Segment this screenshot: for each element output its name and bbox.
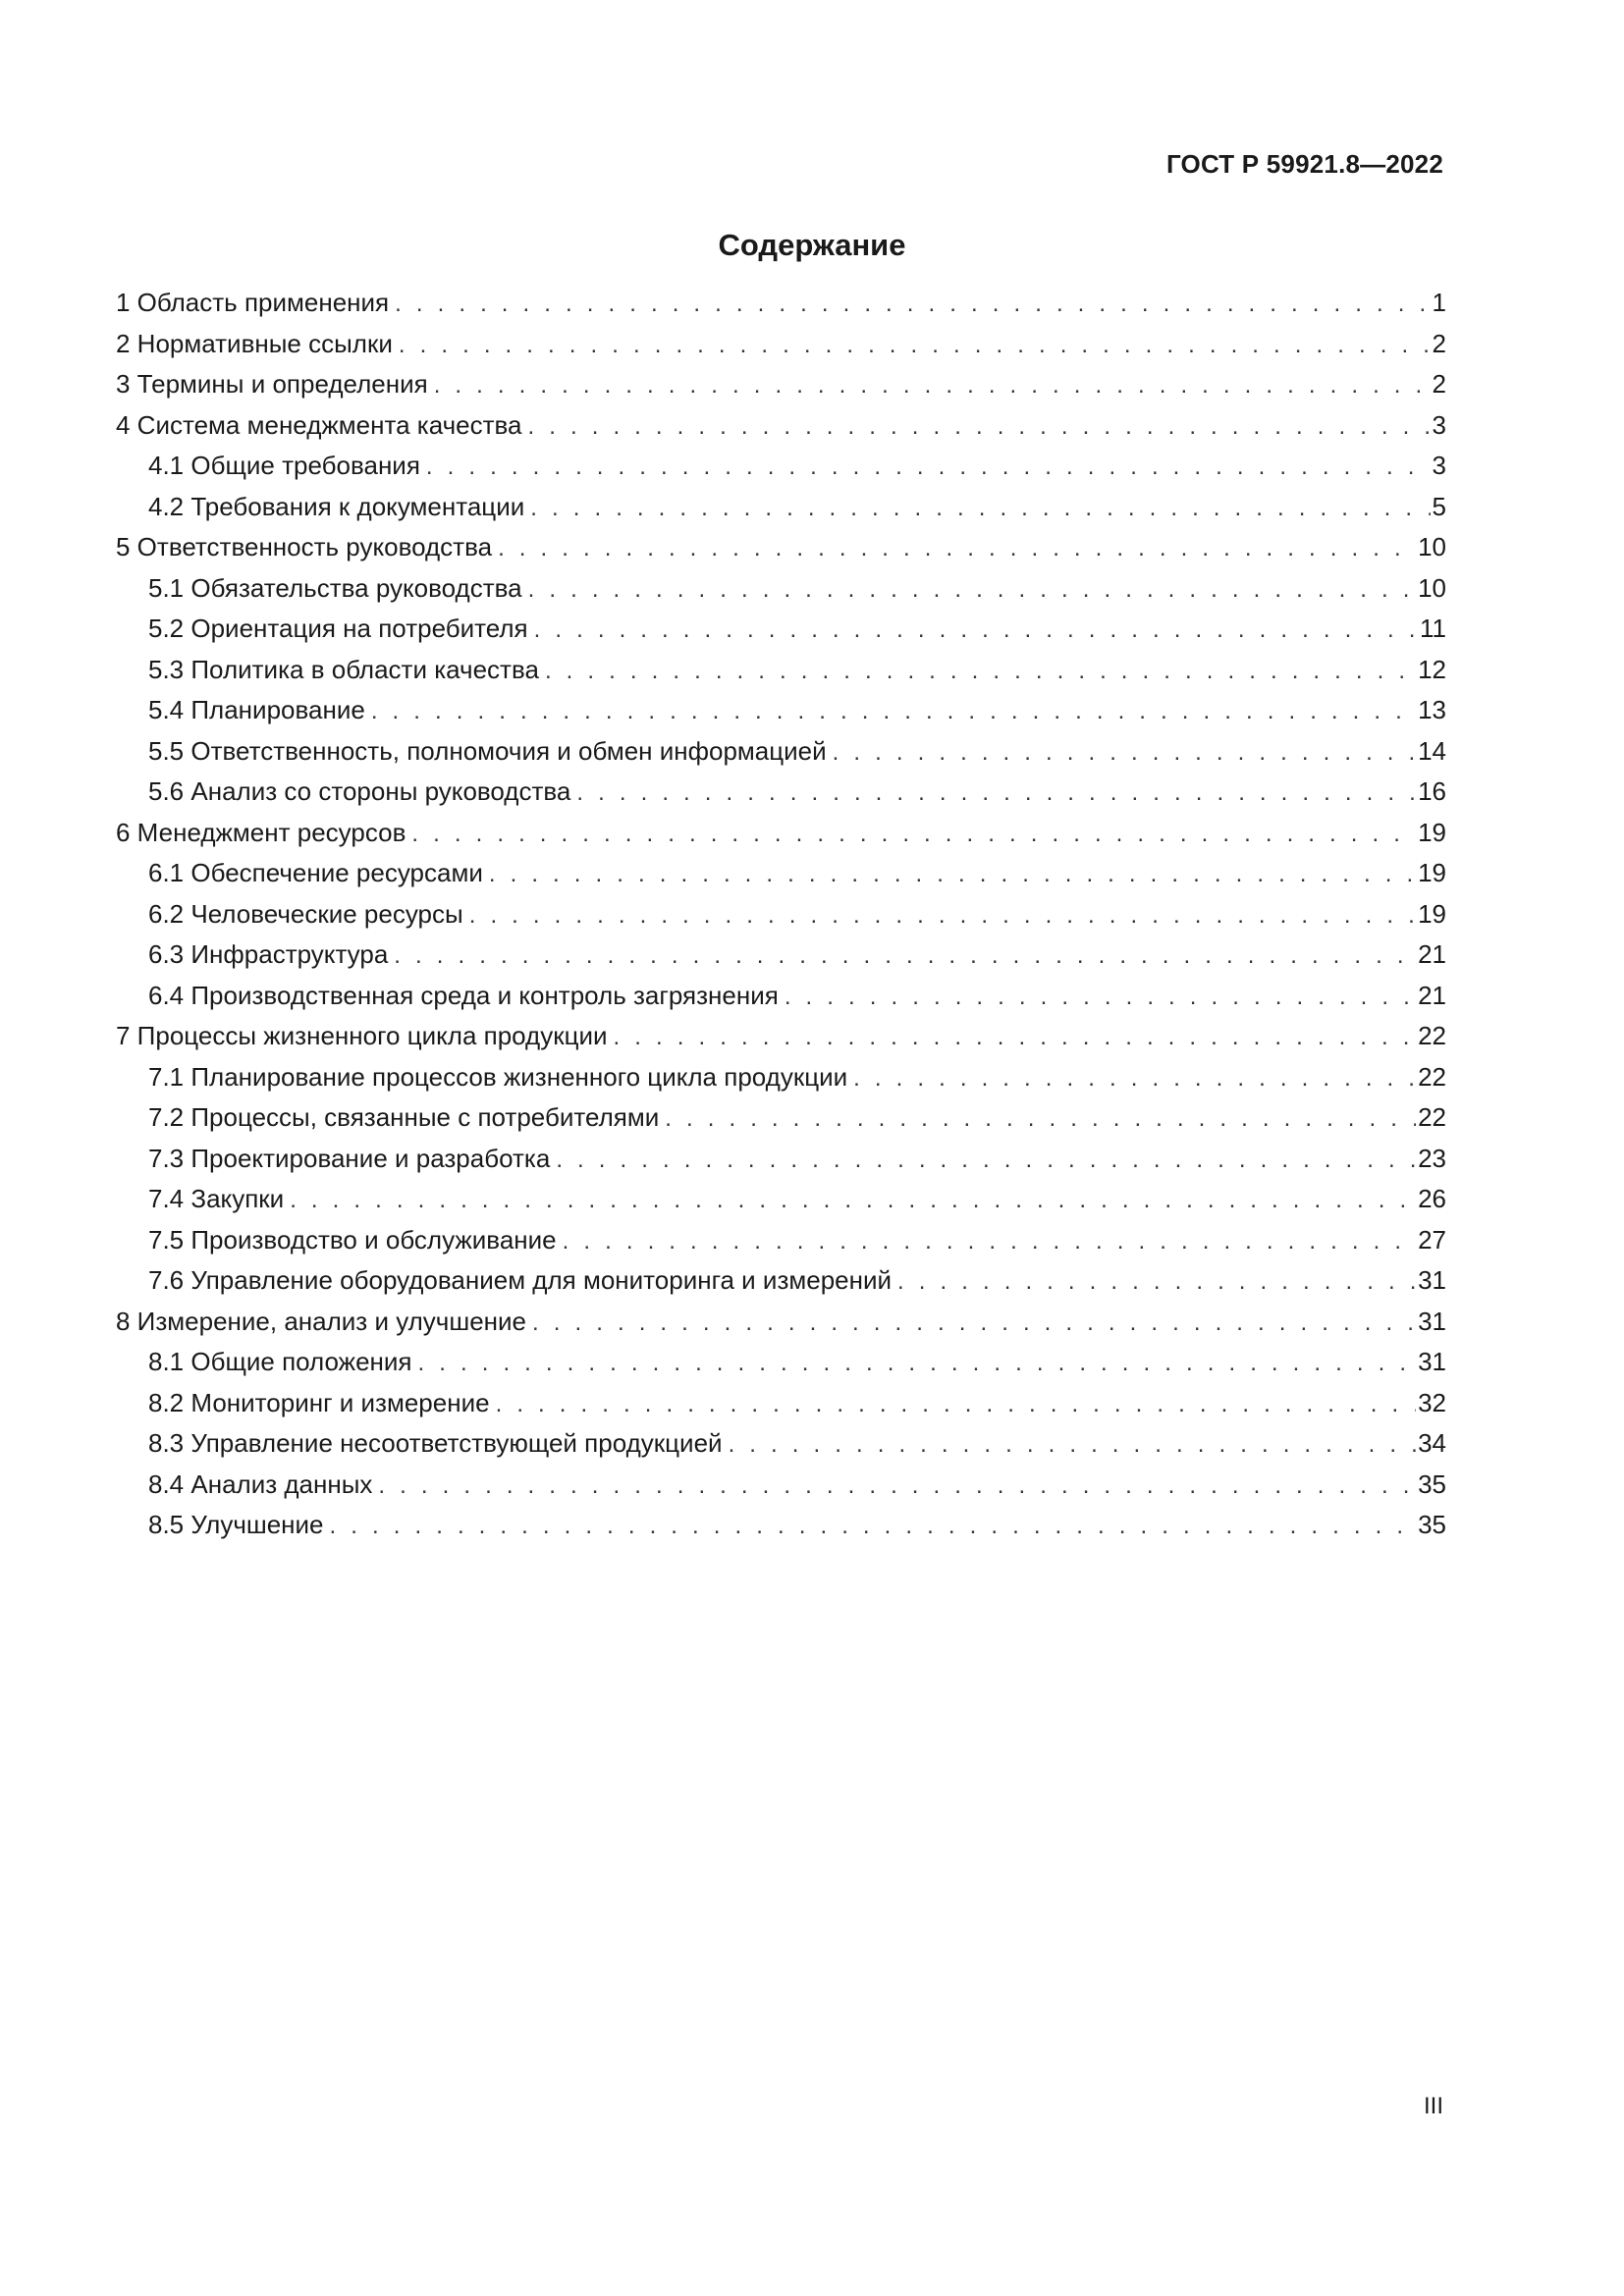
toc-entry[interactable] (116, 487, 1446, 528)
toc-entry-label: 7.4 Закупки (148, 1184, 285, 1213)
toc-entry[interactable] (116, 690, 1446, 731)
toc-entry-label: 6 Менеджмент ресурсов (116, 817, 406, 847)
dot-leader (614, 1017, 1417, 1058)
dot-leader (489, 854, 1416, 895)
dot-leader (530, 488, 1430, 529)
toc-entry-page: 19 (1418, 817, 1446, 847)
toc-entry[interactable] (116, 1383, 1446, 1424)
dot-leader (556, 1140, 1416, 1181)
toc-entry-label: 6.1 Обеспечение ресурсами (148, 858, 483, 887)
dot-leader (418, 1343, 1417, 1384)
toc-entry[interactable] (116, 1057, 1446, 1098)
toc-entry[interactable] (116, 1139, 1446, 1180)
toc-entry-label: 5 Ответственность руководства (116, 532, 493, 561)
toc-entry[interactable] (116, 609, 1446, 650)
dot-leader (545, 651, 1416, 692)
toc-entry[interactable] (116, 1302, 1446, 1343)
toc-entry[interactable] (116, 1423, 1446, 1465)
dot-leader (853, 1058, 1416, 1099)
toc-entry-page: 10 (1418, 532, 1446, 561)
toc-entry-page: 22 (1418, 1021, 1446, 1050)
toc-entry[interactable] (116, 1260, 1446, 1302)
toc-entry[interactable] (116, 568, 1446, 610)
toc-entry-label: 7.6 Управление оборудованием для мониторинга и измерений (148, 1265, 893, 1295)
toc-entry-page: 2 (1432, 328, 1446, 358)
toc-entry-label: 6.3 Инфраструктура (148, 939, 389, 969)
toc-entry[interactable] (116, 324, 1446, 365)
dot-leader (426, 447, 1431, 488)
toc-entry-label: 5.4 Планирование (148, 695, 365, 724)
dot-leader (576, 773, 1416, 814)
toc-entry[interactable] (116, 976, 1446, 1017)
toc-entry[interactable] (116, 731, 1446, 773)
toc-entry-label: 6.2 Человеческие ресурсы (148, 898, 463, 929)
dot-leader (665, 1098, 1416, 1140)
toc-entry[interactable] (116, 1097, 1446, 1139)
dot-leader (729, 1424, 1417, 1466)
toc-entry-page: 35 (1418, 1468, 1446, 1499)
toc-entry-label: 7.3 Проектирование и разработка (148, 1143, 551, 1173)
dot-leader (330, 1506, 1417, 1547)
dot-leader (371, 691, 1416, 732)
toc-entry-page: 31 (1418, 1306, 1446, 1336)
toc-entry-label: 7 Процессы жизненного цикла продукции (116, 1021, 608, 1050)
table-of-contents (116, 283, 1446, 1546)
toc-entry-page: 12 (1418, 654, 1446, 684)
toc-entry-label: 8.4 Анализ данных (148, 1468, 373, 1499)
toc-entry-label: 4 Система менеджмента качества (116, 409, 522, 440)
toc-entry[interactable] (116, 283, 1446, 324)
toc-entry[interactable] (116, 1342, 1446, 1383)
toc-entry-page: 21 (1418, 980, 1446, 1010)
toc-entry-page: 5 (1432, 491, 1446, 521)
toc-entry-label: 5.1 Обязательства руководства (148, 572, 522, 603)
toc-entry-label: 1 Область применения (116, 288, 390, 317)
toc-entry-label: 5.5 Ответственность, полномочия и обмен информацией (148, 735, 827, 766)
toc-entry[interactable] (116, 405, 1446, 447)
toc-entry[interactable] (116, 894, 1446, 935)
toc-entry-page: 13 (1418, 695, 1446, 724)
toc-entry[interactable] (116, 446, 1446, 487)
toc-entry-page: 14 (1418, 735, 1446, 766)
toc-entry[interactable] (116, 1179, 1446, 1220)
toc-entry[interactable] (116, 1465, 1446, 1506)
toc-entry-label: 5.2 Ориентация на потребителя (148, 614, 528, 643)
toc-entry[interactable] (116, 934, 1446, 976)
toc-entry-label: 4.2 Требования к документации (148, 491, 525, 521)
dot-leader (897, 1261, 1416, 1303)
dot-leader (411, 814, 1416, 855)
toc-entry-page: 3 (1432, 451, 1446, 480)
document-code-header: ГОСТ Р 59921.8—2022 (1165, 149, 1443, 179)
toc-entry-page: 2 (1432, 369, 1446, 399)
toc-entry-page: 23 (1418, 1143, 1446, 1173)
toc-entry[interactable] (116, 650, 1446, 691)
dot-leader (534, 610, 1418, 651)
toc-entry[interactable] (116, 1016, 1446, 1057)
dot-leader (395, 284, 1430, 325)
toc-entry-page: 19 (1418, 858, 1446, 887)
toc-entry-page: 16 (1418, 776, 1446, 806)
toc-entry-page: 10 (1418, 572, 1446, 603)
toc-entry-page: 31 (1418, 1347, 1446, 1376)
dot-leader (394, 935, 1416, 977)
toc-entry-page: 22 (1418, 1061, 1446, 1092)
toc-entry-label: 4.1 Общие требования (148, 451, 420, 480)
dot-leader (496, 1384, 1417, 1425)
toc-entry-page: 21 (1418, 939, 1446, 969)
toc-entry[interactable] (116, 364, 1446, 405)
toc-entry-label: 5.6 Анализ со стороны руководства (148, 776, 571, 806)
toc-entry-label: 7.2 Процессы, связанные с потребителями (148, 1102, 660, 1132)
dot-leader (833, 732, 1416, 774)
dot-leader (785, 977, 1416, 1018)
toc-entry-page: 32 (1418, 1387, 1446, 1417)
dot-leader (469, 895, 1416, 936)
dot-leader (563, 1221, 1416, 1262)
toc-entry[interactable] (116, 772, 1446, 813)
toc-entry-page: 1 (1432, 288, 1446, 317)
page-number: III (1423, 2093, 1443, 2119)
toc-entry-label: 8 Измерение, анализ и улучшение (116, 1306, 527, 1336)
dot-leader (290, 1180, 1416, 1221)
toc-entry-label: 5.3 Политика в области качества (148, 654, 539, 684)
toc-entry-label: 3 Термины и определения (116, 369, 428, 399)
toc-entry-page: 11 (1420, 614, 1446, 643)
toc-entry-label: 7.5 Производство и обслуживание (148, 1224, 557, 1255)
toc-title: Содержание (718, 228, 906, 262)
dot-leader (498, 528, 1416, 569)
toc-entry-label: 6.4 Производственная среда и контроль загрязнения (148, 980, 779, 1010)
toc-entry-label: 7.1 Планирование процессов жизненного цикла продукции (148, 1061, 848, 1092)
dot-leader (378, 1466, 1416, 1507)
toc-entry[interactable] (116, 1505, 1446, 1546)
toc-entry-page: 19 (1418, 898, 1446, 929)
toc-entry-page: 31 (1418, 1265, 1446, 1295)
toc-entry[interactable] (116, 1220, 1446, 1261)
toc-entry-page: 22 (1418, 1102, 1446, 1132)
toc-entry-page: 3 (1432, 409, 1446, 440)
toc-entry-label: 8.5 Улучшение (148, 1510, 324, 1539)
toc-entry[interactable] (116, 853, 1446, 894)
toc-entry-label: 8.2 Мониторинг и измерение (148, 1387, 490, 1417)
toc-entry-page: 35 (1418, 1510, 1446, 1539)
toc-entry-label: 8.1 Общие положения (148, 1347, 412, 1376)
toc-entry-page: 26 (1418, 1184, 1446, 1213)
toc-entry-label: 8.3 Управление несоответствующей продукцией (148, 1428, 723, 1458)
toc-entry-page: 27 (1418, 1224, 1446, 1255)
dot-leader (399, 325, 1431, 366)
dot-leader (434, 365, 1431, 406)
toc-entry-label: 2 Нормативные ссылки (116, 328, 393, 358)
dot-leader (528, 406, 1431, 448)
toc-entry-page: 34 (1418, 1428, 1446, 1458)
toc-entry[interactable] (116, 813, 1446, 854)
toc-entry[interactable] (116, 527, 1446, 568)
dot-leader (532, 1303, 1416, 1344)
dot-leader (528, 569, 1416, 611)
